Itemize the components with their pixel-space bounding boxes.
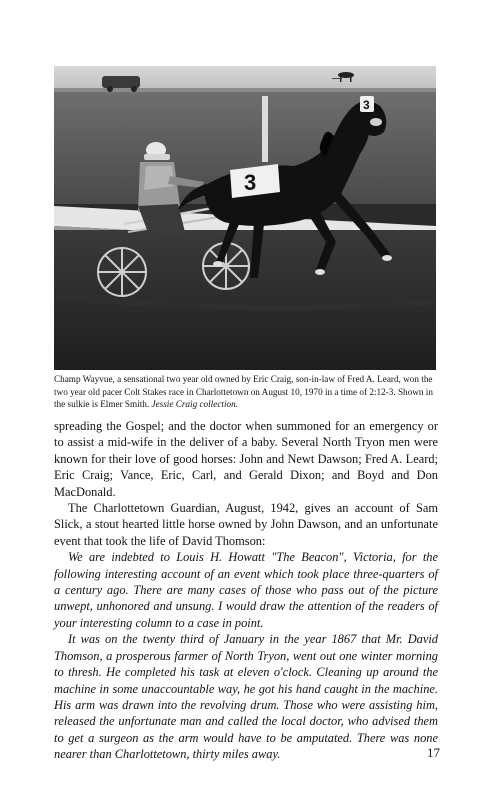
harness-racing-photo bbox=[54, 66, 436, 370]
head-number: 3 bbox=[363, 98, 370, 112]
quote-paragraph-howatt: We are indebted to Louis H. Howatt "The Beacon", Victoria, for the following interesting account of an event which took place three-quarters of a century ago. There are many cases of those who pass out of the picture unwept, unhonored and unsung. I would draw the attention of the readers of your interesting column to a case in point. bbox=[54, 550, 438, 630]
page-number: 17 bbox=[427, 745, 440, 760]
photo-caption bbox=[54, 373, 438, 411]
paragraph-guardian-account: The Charlottetown Guardian, August, 1942, gives an account of Sam Slick, a stout hearted little horse owned by John Dawson, and an unfortunate event that took the life of David Thomson: bbox=[54, 501, 438, 548]
caption-text: Champ Wayvue, a sensational two year old owned by Eric Craig, son-in-law of Fred A. Leard, won the two year old pacer Colt Stakes race in Charlottetown on August 10, 1970 in a time of 2:12-3. Shown in the sulkie is Elmer Smith. bbox=[54, 374, 433, 410]
caption-credit: Jessie Craig collection. bbox=[151, 399, 238, 410]
marker-pole bbox=[262, 96, 268, 162]
body-text bbox=[54, 418, 438, 763]
paragraph-continuation: spreading the Gospel; and the doctor when summoned for an emergency or to assist a mid-wife in the deliver of a baby. Several North Tryon men were known for their love of good horses: John and Newt Dawson; Fred A. Leard; Eric Craig; Vance, Eric, Carl, and Gerald Dixon; and Boyd and Don MacDonald. bbox=[54, 419, 438, 499]
sulky-wheel-left bbox=[98, 248, 146, 296]
quote-paragraph-thomson: It was on the twenty third of January in the year 1867 that Mr. David Thomson, a prosperous farmer of North Tryon, went out one winter morning to thresh. He completed his task at eleven o'clock. Cleaning up around the machine in some unaccountable way, he got his hand caught in the machine. His arm was drawn into the revolving drum. Those who were assisting him, released the unfortunate man and called the local doctor, who advised them to get a surgeon as the arm would have to be amputated. There was none nearer than Charlottetown, thirty miles away. bbox=[54, 632, 438, 762]
harness-racing-illustration bbox=[54, 66, 436, 370]
saddle-pad-number: 3 bbox=[244, 170, 257, 195]
